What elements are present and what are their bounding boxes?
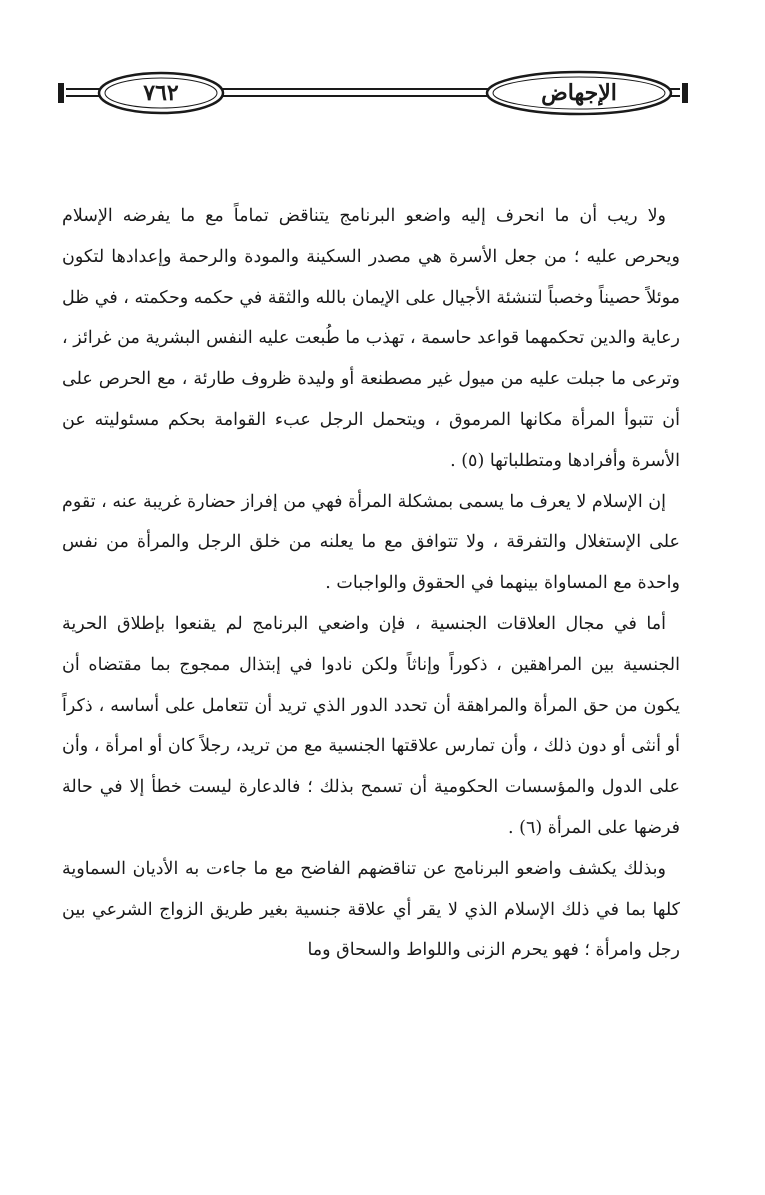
page-number: ٧٦٢: [143, 80, 179, 106]
page-title: الإجهاض: [541, 80, 617, 106]
paragraph: أما في مجال العلاقات الجنسية ، فإن واضعي البرنامج لم يقنعوا بإطلاق الحرية الجنسية بين المراهقين ، ذكوراً وإناثاً ولكن نادوا في إبتذال ممجوج بما مقتضاه أن يكون من حق المرأة والمراهقة أن تحدد الدور الذي تريد أن تتعامل على أساسه ، ذكراً أو أنثى أو دون ذلك ، وأن تمارس علاقتها الجنسية مع من تريد، رجلاً كان أو امرأة ، وأن على الدول والمؤسسات الحكومية أن تسمح بذلك ؛ فالدعارة ليست خطأ إلا في حالة فرضها على المرأة (٦) .: [62, 613, 680, 838]
page-header: [58, 70, 688, 118]
paragraph: ولا ريب أن ما انحرف إليه واضعو البرنامج يتناقض تماماً مع ما يفرضه الإسلام ويحرص عليه ؛ من جعل الأسرة هي مصدر السكينة والمودة والرحمة وإعدادها لتكون موئلاً حصيناً وخصباً لتنشئة الأجيال على الإيمان بالله والثقة في حكمه وحكمته ، في ظل رعاية والدين تحكمهما قواعد حاسمة ، تهذب ما طُبعت عليه النفس البشرية من غرائز ، وترعى ما جبلت عليه من ميول غير مصطنعة أو وليدة ظروف طارئة ، مع الحرص على أن تتبوأ المرأة مكانها المرموق ، ويتحمل الرجل عبء القوامة بحكم مسئوليته عن الأسرة وأفرادها ومتطلباتها (٥) .: [62, 206, 680, 471]
paragraph: إن الإسلام لا يعرف ما يسمى بمشكلة المرأة فهي من إفراز حضارة غريبة عنه ، تقوم على الإستغلال والتفرقة ، ولا تتوافق مع ما يعلنه من خلق الرجل والمرأة من نفس واحدة مع المساواة بينهما في الحقوق والواجبات .: [62, 491, 680, 594]
paragraph: وبذلك يكشف واضعو البرنامج عن تناقضهم الفاضح مع ما جاءت به الأديان السماوية كلها بما في ذلك الإسلام الذي لا يقر أي علاقة جنسية بغير طريق الزواج الشرعي بين رجل وامرأة ؛ فهو يحرم الزنى واللواط والسحاق وما: [62, 858, 680, 961]
body-text: [62, 196, 680, 971]
